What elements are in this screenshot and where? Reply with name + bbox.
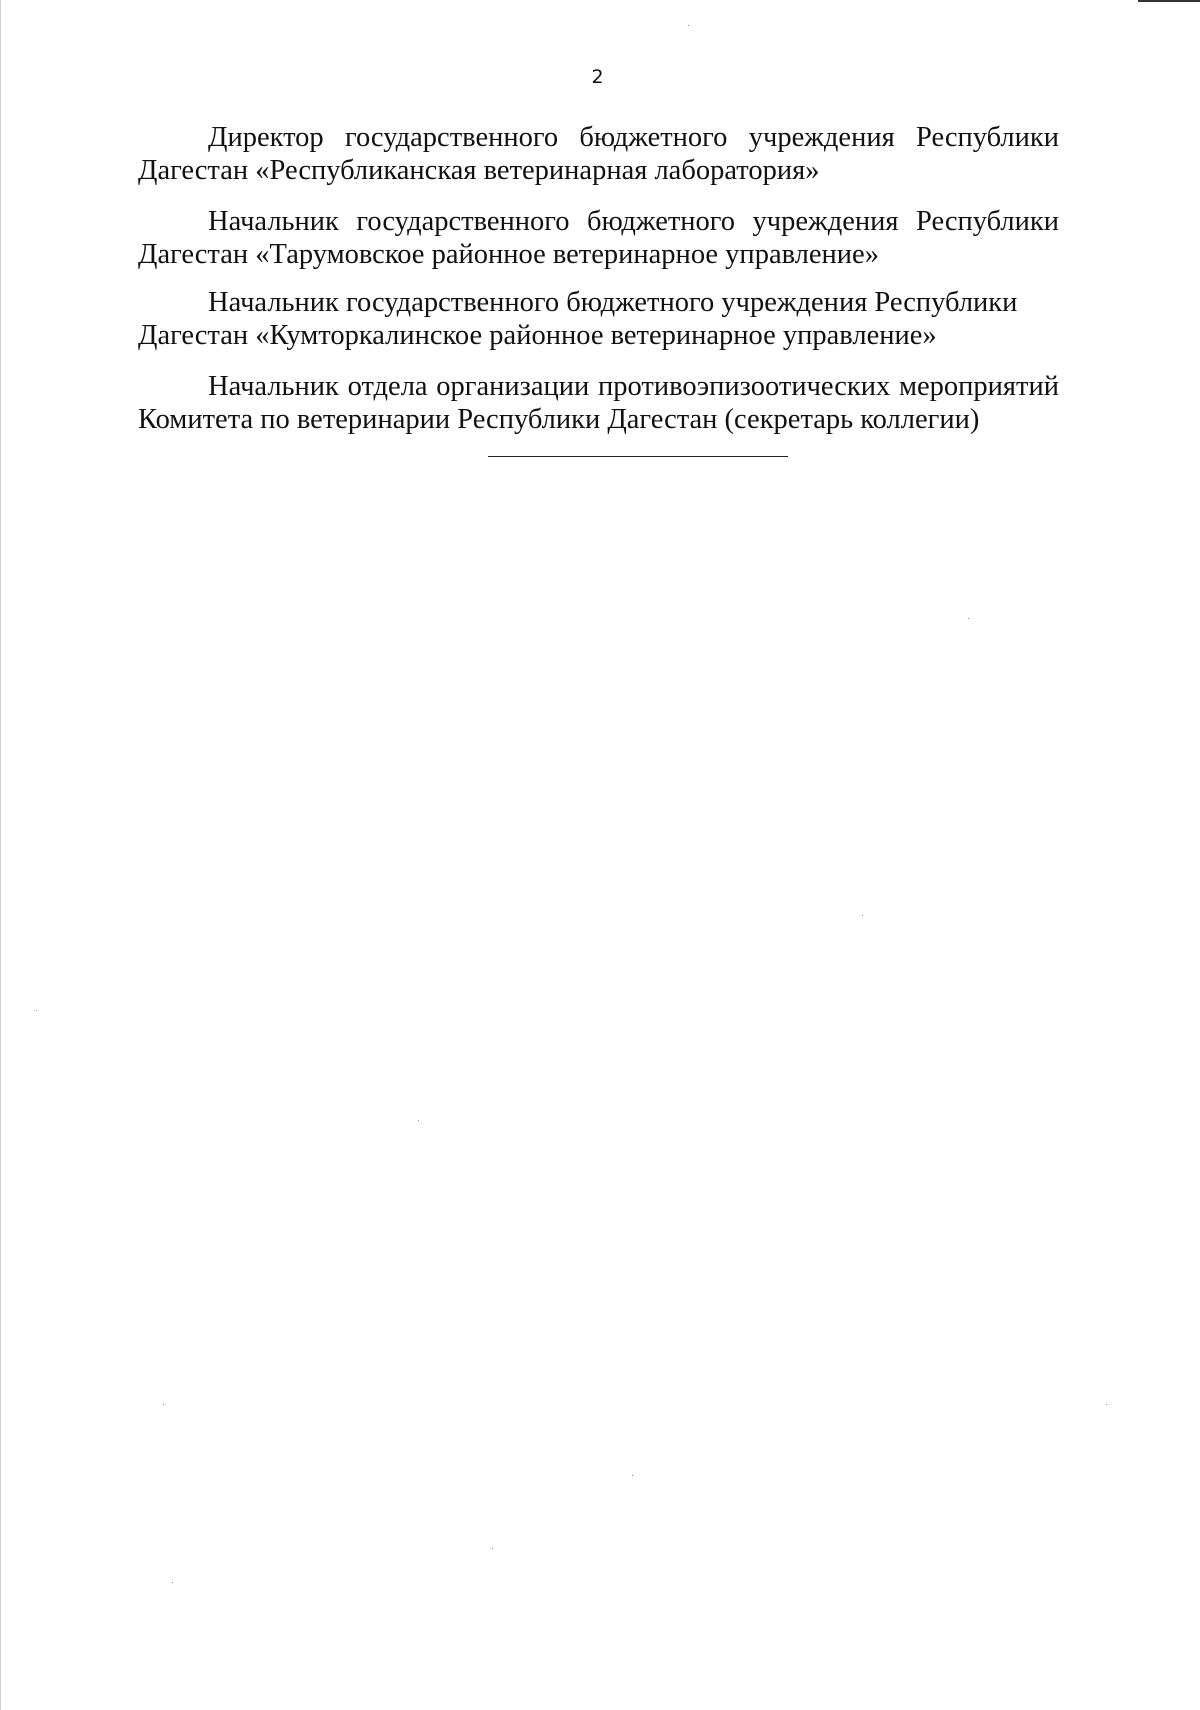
scan-speck: [418, 1120, 419, 1121]
scan-speck: [492, 1548, 493, 1549]
scan-speck: [1106, 1404, 1107, 1405]
page-number: 2: [591, 66, 604, 88]
member-entry-3-line-2: Дагестан «Кумторкалинское районное ветеринарное управление»: [138, 320, 937, 351]
scan-speck: [36, 1010, 37, 1011]
member-entry-2: [138, 205, 1059, 271]
scan-speck: [968, 618, 969, 619]
scan-speck: [862, 915, 863, 916]
scan-speck: [172, 1582, 173, 1583]
member-entry-2-line-2: Дагестан «Тарумовское районное ветеринарное управление»: [138, 239, 879, 270]
member-entry-3-line-1: Начальник государственного бюджетного учреждения Республики: [208, 287, 1018, 318]
scan-speck: [632, 1475, 633, 1476]
member-entry-1: [138, 121, 1059, 187]
member-entry-4: [138, 370, 1059, 436]
scan-edge-top: [1138, 0, 1200, 2]
member-entry-1-line-2: Дагестан «Республиканская ветеринарная лаборатория»: [138, 155, 820, 186]
scan-edge-left: [0, 0, 1, 1710]
member-entry-2-line-1: Начальник государственного бюджетного учреждения Республики: [208, 206, 1059, 237]
member-entry-3: [138, 286, 1059, 352]
scan-speck: [688, 25, 689, 26]
member-entry-4-line-1: Начальник отдела организации противоэпизоотических мероприятий: [208, 371, 1059, 402]
end-of-list-rule: [488, 456, 788, 457]
member-entry-4-line-2: Комитета по ветеринарии Республики Дагестан (секретарь коллегии): [138, 404, 980, 435]
scan-speck: [163, 1404, 164, 1405]
member-entry-1-line-1: Директор государственного бюджетного учреждения Республики: [208, 122, 1059, 153]
